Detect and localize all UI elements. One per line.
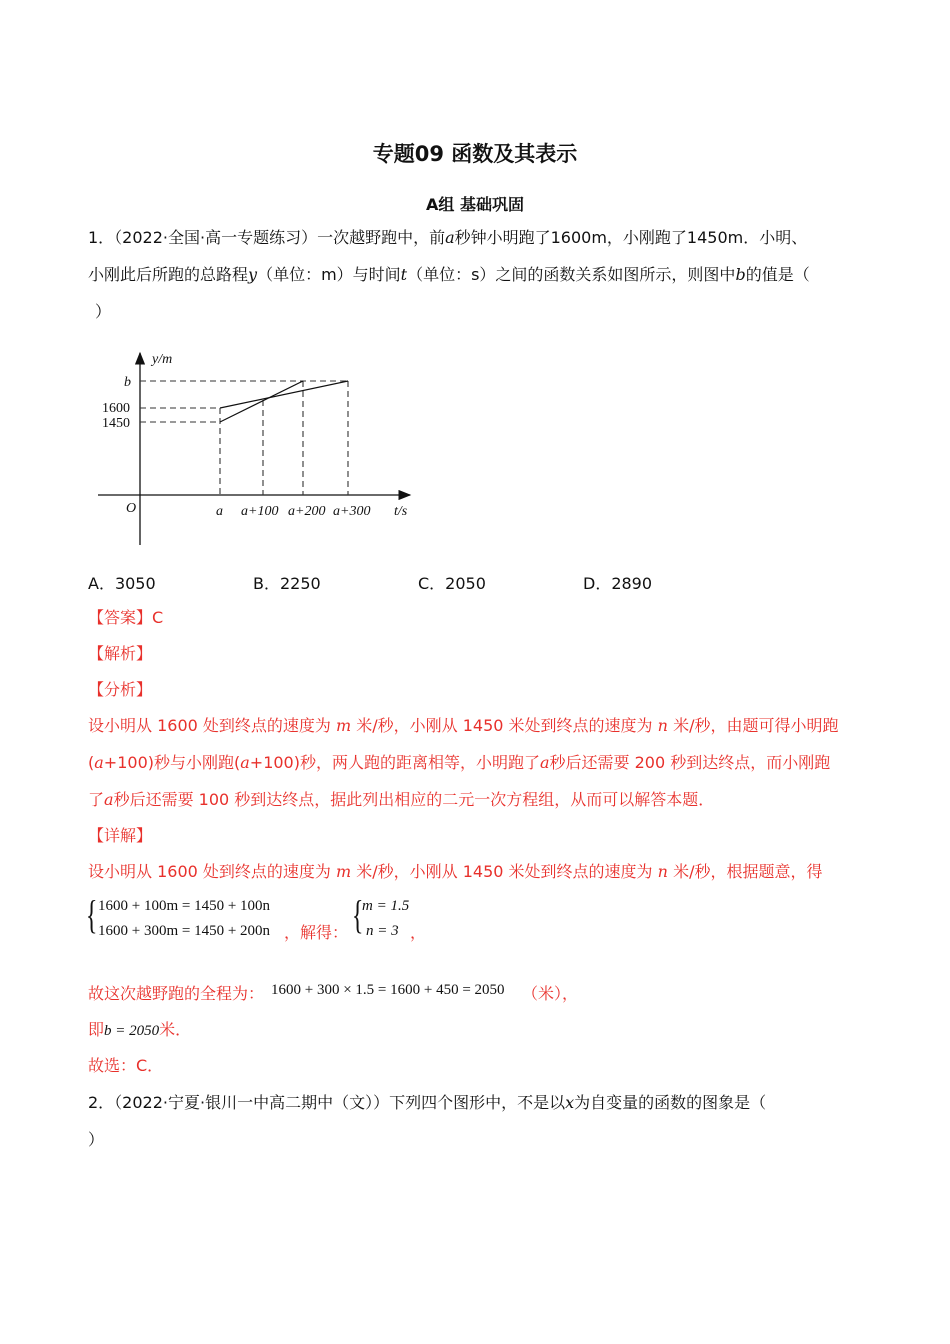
y-tick-1600: 1600: [102, 401, 130, 416]
fenxi-line-3: 了a秒后还需要 100 秒到达终点，据此列出相应的二元一次方程组，从而可以解答本题．: [88, 790, 715, 809]
solve-label: ，解得：: [284, 923, 349, 942]
option-a[interactable]: A．3050: [88, 574, 156, 593]
detail-heading: 【详解】: [88, 826, 153, 845]
fenxi-line-1: 设小明从 1600 处到终点的速度为 m 米/秒，小刚从 1450 米处到终点的速度为 n 米/秒，由题可得小明跑: [88, 716, 839, 735]
xiaogang-line: [220, 381, 303, 422]
b-result: 即b = 2050米．: [88, 1020, 192, 1039]
solution-m: m = 1.5: [362, 898, 410, 914]
page-title: 专题09 函数及其表示: [372, 142, 578, 166]
origin-label: O: [126, 501, 137, 516]
solution-end: ，: [410, 923, 427, 942]
q1-graph: [90, 345, 430, 550]
answer: 【答案】C: [88, 608, 164, 627]
equation-2: 1600 + 300m = 1450 + 200n: [98, 923, 271, 939]
y-axis-label: y/m: [152, 352, 173, 367]
total-unit: （米），: [522, 984, 579, 1003]
x-tick-a: a: [216, 504, 223, 519]
q2-line-1: 2．（2022·宁夏·银川一中高二期中（文））下列四个图形中，不是以x为自变量的函数的图象是（: [88, 1093, 767, 1112]
q2-line-2: ）: [88, 1130, 105, 1149]
option-d[interactable]: D．2890: [583, 574, 653, 593]
option-c[interactable]: C．2050: [418, 574, 486, 593]
fenxi-heading: 【分析】: [88, 680, 153, 699]
option-b[interactable]: B．2250: [253, 574, 321, 593]
total-label: 故这次越野跑的全程为：: [88, 984, 265, 1003]
fenxi-line-2: (a+100)秒与小刚跑(a+100)秒，两人跑的距离相等，小明跑了a秒后还需要 200 秒到达终点，而小刚跑: [88, 753, 831, 772]
analysis-heading: 【解析】: [88, 644, 153, 663]
detail-line-1: 设小明从 1600 处到终点的速度为 m 米/秒，小刚从 1450 米处到终点的速度为 n 米/秒，根据题意，得: [88, 862, 823, 881]
x-tick-a300: a+300: [333, 504, 371, 519]
q1-line-1: 1．（2022·全国·高一专题练习）一次越野跑中，前a秒钟小明跑了1600m，小刚跑了1450m．小明、: [88, 228, 808, 247]
solution-n: n = 3: [366, 923, 399, 939]
y-tick-1450: 1450: [102, 416, 130, 431]
y-tick-b: b: [124, 375, 131, 390]
brace-left-solution: {: [351, 892, 364, 937]
x-axis-label: t/s: [394, 504, 408, 519]
x-tick-a100: a+100: [241, 504, 279, 519]
choose-line: 故选：C．: [88, 1056, 164, 1075]
xiaoming-line: [220, 381, 348, 408]
x-tick-a200: a+200: [288, 504, 326, 519]
brace-left-system: {: [85, 892, 98, 937]
q1-line-3: ）: [95, 302, 112, 321]
equation-1: 1600 + 100m = 1450 + 100n: [98, 898, 271, 914]
q1-line-2: 小刚此后所跑的总路程y（单位：m）与时间t（单位：s）之间的函数关系如图所示，则图中b的值是（: [88, 265, 810, 284]
total-equation: 1600 + 300 × 1.5 = 1600 + 450 = 2050: [271, 982, 505, 998]
section-heading: A组 基础巩固: [426, 195, 524, 214]
